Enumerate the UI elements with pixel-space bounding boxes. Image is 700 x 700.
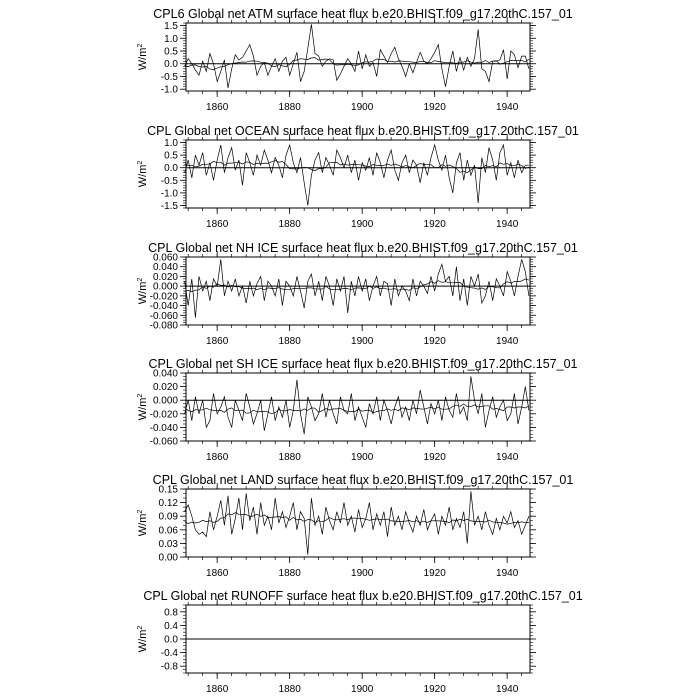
series-line-annual bbox=[185, 491, 529, 554]
x-tick-label: 1900 bbox=[351, 684, 374, 695]
y-tick-label: 1.5 bbox=[164, 21, 178, 33]
panel-2 bbox=[137, 124, 579, 230]
x-tick-label: 1940 bbox=[496, 684, 519, 695]
x-tick-label: 1940 bbox=[496, 336, 519, 347]
panel-title: CPL Global net SH ICE surface heat flux b.e20.BHIST.f09_g17.20thC.157_01 bbox=[148, 357, 578, 371]
y-tick-label: -1.0 bbox=[160, 188, 178, 200]
y-tick-label: -0.5 bbox=[160, 175, 178, 187]
series-line-annual bbox=[185, 24, 529, 88]
y-tick-label: -0.5 bbox=[160, 71, 178, 83]
y-tick-label: 1.0 bbox=[164, 138, 178, 150]
y-tick-label: 0.0 bbox=[164, 163, 178, 175]
x-tick-label: 1880 bbox=[278, 684, 301, 695]
panel-5 bbox=[137, 473, 573, 579]
y-tick-label: 0.5 bbox=[164, 46, 178, 58]
y-axis-label-superscript: 2 bbox=[137, 160, 144, 165]
x-tick-label: 1920 bbox=[423, 219, 446, 230]
y-tick-label: 0.00 bbox=[158, 552, 178, 564]
panel-title: CPL Global net LAND surface heat flux b.e20.BHIST.f09_g17.20thC.157_01 bbox=[152, 473, 574, 487]
y-tick-label: 0.040 bbox=[152, 368, 178, 380]
y-tick-label: 0.0 bbox=[164, 634, 178, 646]
y-tick-label: -0.020 bbox=[149, 409, 178, 421]
y-tick-label: 0.5 bbox=[164, 150, 178, 162]
y-tick-label: -0.060 bbox=[149, 436, 178, 448]
x-tick-label: 1920 bbox=[423, 568, 446, 579]
x-tick-label: 1880 bbox=[278, 102, 301, 113]
y-axis-label-superscript: 2 bbox=[137, 625, 144, 630]
x-tick-label: 1920 bbox=[423, 452, 446, 463]
x-tick-label: 1880 bbox=[278, 219, 301, 230]
x-tick-label: 1940 bbox=[496, 219, 519, 230]
y-axis-label: $W/m^2$ bbox=[137, 277, 149, 305]
y-axis-label: $W/m^2$ bbox=[137, 160, 149, 188]
y-tick-label: 0.020 bbox=[152, 382, 178, 394]
x-tick-label: 1900 bbox=[351, 219, 374, 230]
y-tick-label: 0.060 bbox=[152, 252, 178, 264]
x-tick-label: 1880 bbox=[278, 336, 301, 347]
y-tick-label: -1.5 bbox=[160, 200, 178, 212]
plot-frame bbox=[186, 489, 530, 557]
y-tick-label: -1.0 bbox=[160, 84, 178, 96]
y-tick-label: 0.4 bbox=[164, 620, 178, 632]
y-axis-label-superscript: 2 bbox=[137, 509, 144, 514]
panel-6 bbox=[137, 589, 583, 695]
y-axis-label: $W/m^2$ bbox=[137, 393, 149, 421]
y-axis-label: $W/m^2$ bbox=[137, 625, 149, 653]
x-tick-label: 1880 bbox=[278, 568, 301, 579]
y-tick-label: 0.06 bbox=[158, 525, 178, 537]
x-tick-label: 1900 bbox=[351, 102, 374, 113]
y-tick-label: 0.000 bbox=[152, 281, 178, 293]
x-tick-label: 1920 bbox=[423, 684, 446, 695]
y-axis-label: $W/m^2$ bbox=[137, 509, 149, 537]
x-tick-label: 1920 bbox=[423, 102, 446, 113]
y-tick-label: 0.040 bbox=[152, 262, 178, 274]
y-tick-label: -0.8 bbox=[160, 661, 178, 673]
y-tick-label: 0.0 bbox=[164, 59, 178, 71]
y-tick-label: -0.020 bbox=[149, 291, 178, 303]
panel-4 bbox=[137, 357, 578, 463]
y-tick-label: 1.0 bbox=[164, 33, 178, 45]
panel-title: CPL Global net RUNOFF surface heat flux b.e20.BHIST.f09_g17.20thC.157_01 bbox=[143, 589, 583, 603]
x-tick-label: 1860 bbox=[206, 684, 229, 695]
y-axis-label-superscript: 2 bbox=[137, 277, 144, 282]
series-line-annual bbox=[185, 145, 529, 206]
y-tick-label: -0.040 bbox=[149, 422, 178, 434]
y-tick-label: 0.000 bbox=[152, 395, 178, 407]
y-tick-label: -0.4 bbox=[160, 648, 178, 660]
y-tick-label: 0.12 bbox=[158, 498, 178, 510]
x-tick-label: 1860 bbox=[206, 568, 229, 579]
y-tick-label: -0.040 bbox=[149, 301, 178, 313]
x-tick-label: 1940 bbox=[496, 102, 519, 113]
x-tick-label: 1860 bbox=[206, 336, 229, 347]
y-tick-label: 0.03 bbox=[158, 538, 178, 550]
panel-3 bbox=[137, 241, 578, 347]
x-tick-label: 1860 bbox=[206, 452, 229, 463]
x-tick-label: 1860 bbox=[206, 219, 229, 230]
panel-title: CPL6 Global net ATM surface heat flux b.e20.BHIST.f09_g17.20thC.157_01 bbox=[153, 7, 573, 21]
series-line-annual bbox=[185, 376, 529, 434]
x-tick-label: 1880 bbox=[278, 452, 301, 463]
y-tick-label: 0.8 bbox=[164, 607, 178, 619]
y-axis-label: $W/m^2$ bbox=[137, 43, 149, 71]
panel-title: CPL Global net OCEAN surface heat flux b.e20.BHIST.f09_g17.20thC.157_01 bbox=[147, 124, 579, 138]
y-axis-label-superscript: 2 bbox=[137, 43, 144, 48]
y-tick-label: 0.09 bbox=[158, 511, 178, 523]
x-tick-label: 1900 bbox=[351, 452, 374, 463]
x-tick-label: 1900 bbox=[351, 568, 374, 579]
y-tick-label: -0.080 bbox=[149, 320, 178, 332]
x-tick-label: 1920 bbox=[423, 336, 446, 347]
panel-title: CPL Global net NH ICE surface heat flux b.e20.BHIST.f09_g17.20thC.157_01 bbox=[148, 241, 578, 255]
x-tick-label: 1860 bbox=[206, 102, 229, 113]
y-tick-label: 0.020 bbox=[152, 271, 178, 283]
series-line-annual bbox=[185, 259, 529, 317]
panel-1 bbox=[137, 7, 573, 113]
y-tick-label: 0.15 bbox=[158, 484, 178, 496]
y-tick-label: -0.060 bbox=[149, 310, 178, 322]
x-tick-label: 1900 bbox=[351, 336, 374, 347]
y-axis-label-superscript: 2 bbox=[137, 393, 144, 398]
x-tick-label: 1940 bbox=[496, 452, 519, 463]
x-tick-label: 1940 bbox=[496, 568, 519, 579]
